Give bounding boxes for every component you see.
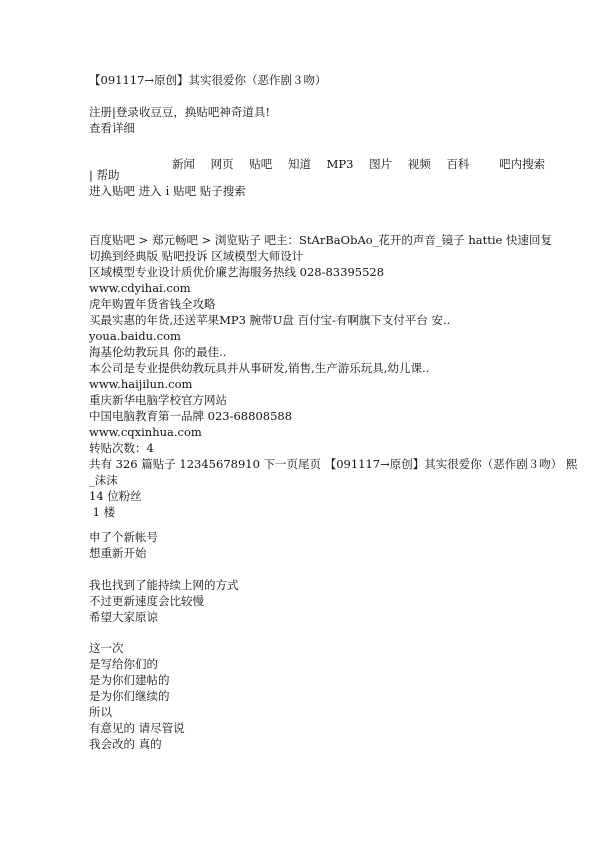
register-link[interactable]: 注册 xyxy=(89,105,112,119)
post-line: 这一次 xyxy=(89,641,124,655)
author-name[interactable]: _沫沫 xyxy=(89,473,118,487)
top-nav xyxy=(172,156,557,172)
post-paragraph xyxy=(89,640,185,752)
post-line: 申了个新帐号 xyxy=(89,530,158,544)
post-line: 有意见的 请尽管说 xyxy=(89,721,185,735)
repost-count: 转贴次数：4 xyxy=(89,441,154,455)
nav-news[interactable]: 新闻 xyxy=(172,157,195,171)
login-promo xyxy=(89,104,270,120)
details-link[interactable]: 查看详细 xyxy=(89,121,135,135)
ad-url[interactable]: www.cdyihai.com xyxy=(89,281,191,295)
ad-line[interactable]: 虎年购置年货省钱全攻略 xyxy=(89,297,216,311)
post-line: 想重新开始 xyxy=(89,546,147,560)
sub-links[interactable]: 切换到经典版 贴吧投诉 区域模型大师设计 xyxy=(89,249,304,263)
post-paragraph xyxy=(89,577,239,625)
breadcrumb[interactable]: 百度贴吧 > 郑元畅吧 > 浏览贴子 吧主：StArBaObAo_花开的声音_镜子 hattie 快速回复 xyxy=(89,233,552,247)
post-line: 是写给你们的 xyxy=(89,657,158,671)
nav-mp3[interactable]: MP3 xyxy=(326,157,354,171)
nav-zhidao[interactable]: 知道 xyxy=(287,157,311,171)
post-paragraph xyxy=(89,529,158,561)
ad-line[interactable]: 重庆新华电脑学校官方网站 xyxy=(89,393,227,407)
nav-in-bar-search[interactable]: 吧内搜索 xyxy=(499,157,546,171)
post-line: 我会改的 真的 xyxy=(89,737,162,751)
floor-number: 1 楼 xyxy=(89,505,116,519)
ads-block xyxy=(89,264,577,520)
post-line: 希望大家原谅 xyxy=(89,610,158,624)
nav-web[interactable]: 网页 xyxy=(210,157,234,171)
fans-count: 14 位粉丝 xyxy=(89,489,142,503)
post-line: 所以 xyxy=(89,705,112,719)
nav-baike[interactable]: 百科 xyxy=(446,157,470,171)
pagination[interactable]: 共有 326 篇贴子 12345678910 下一页尾页 【091117→原创】其实很爱你（恶作剧３吻） 熙 xyxy=(89,457,578,471)
ad-line[interactable]: 中国电脑教育第一品牌 023-68808588 xyxy=(89,409,293,423)
ad-line[interactable]: 海基伦幼教玩具 你的最佳.. xyxy=(89,345,227,359)
ad-url[interactable]: www.cqxinhua.com xyxy=(89,425,202,439)
ad-line[interactable]: 本公司是专业提供幼教玩具并从事研发,销售,生产游乐玩具,幼儿课.. xyxy=(89,361,430,375)
nav-images[interactable]: 图片 xyxy=(369,157,393,171)
post-line: 不过更新速度会比较慢 xyxy=(89,594,204,608)
post-line: 我也找到了能持续上网的方式 xyxy=(89,578,239,592)
ad-line[interactable]: 区域模型专业设计质优价廉艺海服务热线 028-83395528 xyxy=(89,265,385,279)
login-link[interactable]: 登录收豆豆，换贴吧神奇道具! xyxy=(115,105,270,119)
nav-video[interactable]: 视频 xyxy=(407,157,431,171)
help-link[interactable]: | 帮助 xyxy=(89,168,120,182)
ad-url[interactable]: youa.baidu.com xyxy=(89,329,181,343)
post-line: 是为你们继续的 xyxy=(89,689,170,703)
page-title: 【091117→原创】其实很爱你（恶作剧３吻） xyxy=(89,73,327,87)
separator: | xyxy=(112,105,116,119)
post-line: 是为你们建帖的 xyxy=(89,673,170,687)
ad-line[interactable]: 买最实惠的年货,还送苹果MP3 腕带U盘 百付宝-有啊旗下支付平台 安.. xyxy=(89,313,451,327)
enter-links[interactable]: 进入贴吧 进入ｉ贴吧 贴子搜索 xyxy=(89,184,246,198)
ad-url[interactable]: www.haijilun.com xyxy=(89,377,193,391)
nav-tieba[interactable]: 贴吧 xyxy=(249,157,273,171)
